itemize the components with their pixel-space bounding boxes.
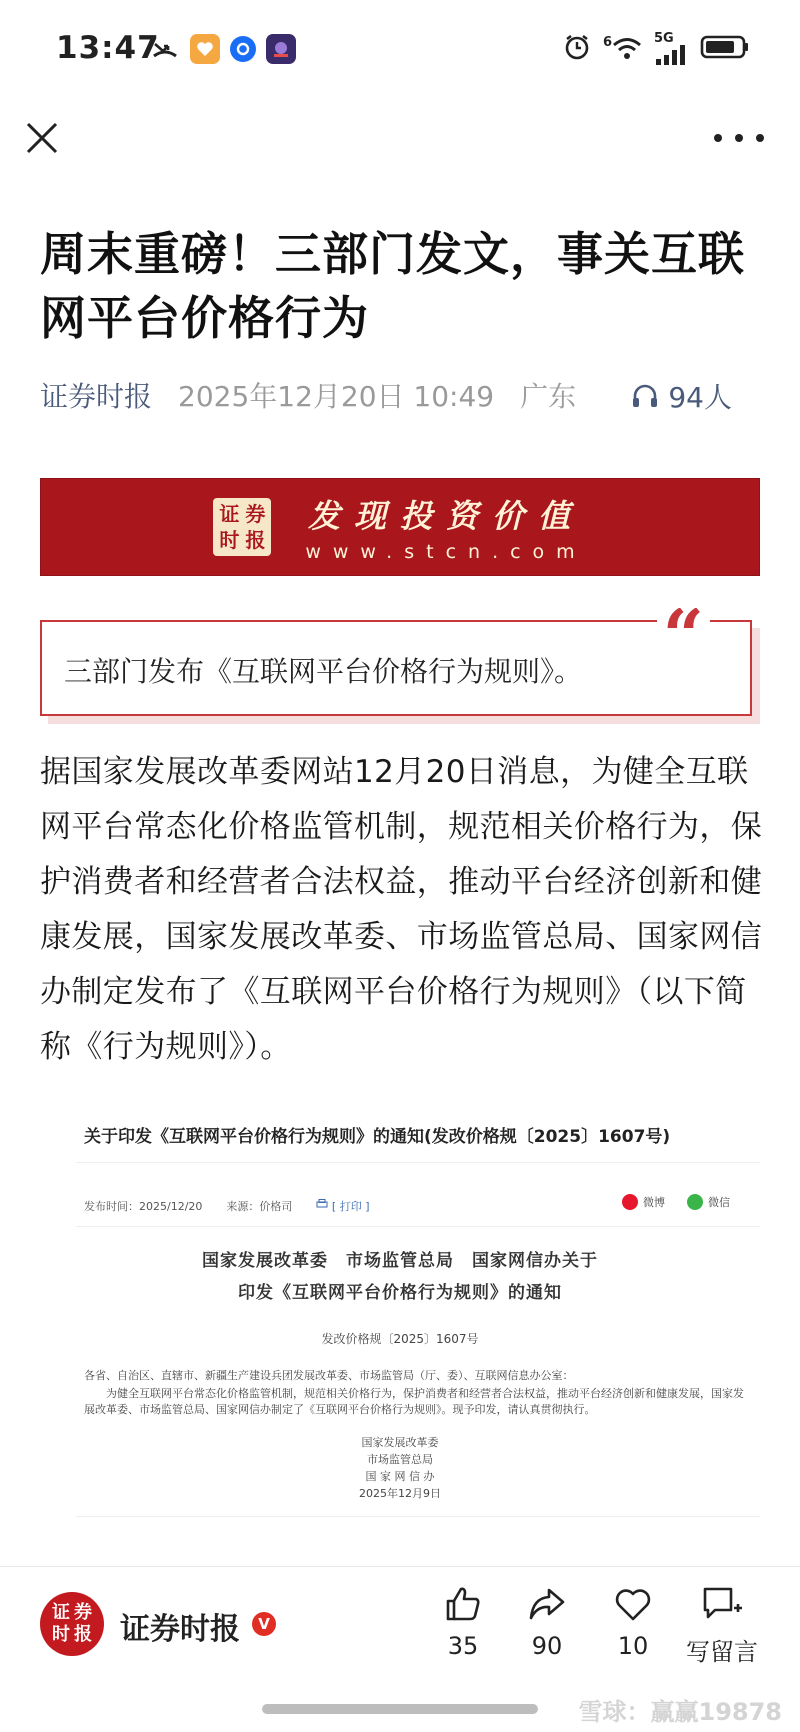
stcn-logo — [213, 498, 271, 556]
article-date: 2025年12月20日 10:49 — [178, 380, 495, 413]
missed-call-icon — [150, 34, 180, 64]
favorite-count: 10 — [617, 1632, 649, 1660]
avatar-char: 时 — [52, 1624, 70, 1645]
doc-signatory-1: 国家发展改革委 — [361, 1436, 439, 1449]
doc-share-wechat — [687, 1194, 730, 1210]
comment-add-icon — [701, 1584, 743, 1624]
doc-addressee: 各省、自治区、直辖市、新疆生产建设兵团发展改革委、市场监管局（厅、委）、互联网信息办公室： — [84, 1369, 574, 1382]
browser-app-icon — [230, 36, 256, 62]
doc-source: 来源：价格司 — [226, 1200, 293, 1213]
favorite-button[interactable] — [588, 1584, 678, 1660]
share-icon — [527, 1584, 567, 1624]
doc-share-wechat-label: 微信 — [708, 1196, 730, 1209]
doc-heading-1: 国家发展改革委 市场监管总局 国家网信办关于 — [202, 1251, 598, 1271]
article-location: 广东 — [520, 380, 577, 413]
status-bar — [0, 0, 800, 104]
verified-badge: V — [252, 1612, 276, 1636]
logo-char: 券 — [245, 502, 266, 526]
notification-icons — [150, 34, 296, 64]
author-name[interactable]: 证券时报 — [120, 1612, 240, 1647]
doc-divider — [76, 1162, 760, 1163]
doc-number: 发改价格规〔2025〕1607号 — [321, 1332, 479, 1346]
banner-slogan: 发现投资价值 — [307, 497, 584, 535]
headphones-icon — [630, 381, 660, 411]
doc-share-weibo-label: 微博 — [643, 1196, 665, 1209]
cellular-icon — [654, 32, 688, 65]
doc-share-weibo — [622, 1194, 665, 1210]
network-type: 5G — [654, 31, 674, 46]
listener-count: 94人 — [668, 381, 732, 414]
more-dot — [756, 134, 764, 142]
author-avatar[interactable] — [40, 1592, 104, 1656]
doc-divider — [76, 1226, 760, 1227]
doc-paragraph: 为健全互联网平台常态化价格监管机制，规范相关价格行为，保护消费者和经营者合法权益，推动平台经济创新和健康发展，国家发展改革委、市场监管总局、国家网信办制定了《互联网平台价格行为规则》。现予印发，请认真贯彻执行。 — [84, 1387, 744, 1416]
article-title: 周末重磅！三部门发文，事关互联网平台价格行为 — [40, 227, 745, 345]
quote-mark: “ — [657, 608, 710, 654]
doc-signatory-2: 市场监管总局 — [367, 1453, 433, 1466]
document-screenshot[interactable] — [40, 1110, 760, 1530]
wechat-icon — [687, 1194, 703, 1210]
avatar-char: 证 — [52, 1602, 70, 1623]
article-meta — [40, 374, 760, 416]
thumbs-up-icon — [443, 1584, 483, 1624]
doc-divider — [76, 1516, 760, 1517]
like-button[interactable] — [418, 1584, 508, 1660]
wifi-icon — [603, 36, 642, 62]
close-button[interactable] — [22, 118, 62, 158]
doc-title: 关于印发《互联网平台价格行为规则》的通知(发改价格规〔2025〕1607号) — [84, 1127, 671, 1147]
avatar-char: 券 — [74, 1602, 92, 1623]
watermark: 雪球：赢赢19878 — [578, 1698, 782, 1726]
wifi-label: 6 — [602, 34, 612, 50]
heart-app-icon — [190, 34, 220, 64]
logo-char: 时 — [219, 528, 240, 552]
quote-text: 三部门发布《互联网平台价格行为规则》。 — [64, 655, 583, 688]
printer-icon — [316, 1199, 328, 1210]
share-count: 90 — [531, 1632, 563, 1660]
banner-text — [305, 491, 586, 563]
doc-heading-2: 印发《互联网平台价格行为规则》的通知 — [238, 1283, 562, 1303]
logo-char: 报 — [245, 528, 266, 552]
doc-signatory-3: 国 家 网 信 办 — [365, 1470, 435, 1483]
status-time: 13:47 — [56, 30, 160, 66]
doc-print-link — [316, 1198, 369, 1214]
more-options-button[interactable] — [714, 118, 764, 158]
like-count: 35 — [447, 1632, 479, 1660]
doc-sign-date: 2025年12月9日 — [359, 1487, 441, 1500]
banner-url: www.stcn.com — [305, 541, 587, 563]
logo-char: 证 — [219, 502, 240, 526]
doc-meta — [84, 1198, 369, 1214]
battery-icon — [700, 34, 750, 64]
more-dot — [714, 134, 722, 142]
news-app-icon — [266, 34, 296, 64]
weibo-icon — [622, 1194, 638, 1210]
share-button[interactable] — [502, 1584, 592, 1660]
bottom-divider — [0, 1566, 800, 1567]
home-indicator[interactable] — [262, 1704, 538, 1714]
more-dot — [735, 134, 743, 142]
summary-quote — [40, 608, 752, 716]
article-body: 据国家发展改革委网站12月20日消息，为健全互联网平台常态化价格监管机制，规范相关价格行为，保护消费者和经营者合法权益，推动平台经济创新和健康发展，国家发展改革委、市场监管总局、国家网信办制定发布了《互联网平台价格行为规则》（以下简称《行为规则》）。 — [40, 754, 763, 1065]
doc-print-label: [ 打印 ] — [331, 1200, 370, 1213]
write-comment-button[interactable] — [672, 1584, 772, 1667]
avatar-char: 报 — [74, 1624, 92, 1645]
close-icon — [22, 118, 62, 158]
stcn-banner[interactable] — [40, 478, 760, 576]
listen-button[interactable] — [630, 376, 732, 416]
doc-share — [622, 1194, 730, 1210]
comment-label: 写留言 — [686, 1638, 758, 1666]
doc-publish-time: 发布时间：2025/12/20 — [84, 1200, 203, 1213]
article-source[interactable]: 证券时报 — [40, 380, 153, 413]
heart-icon — [613, 1584, 653, 1624]
system-icons — [563, 32, 750, 65]
alarm-icon — [563, 33, 591, 65]
